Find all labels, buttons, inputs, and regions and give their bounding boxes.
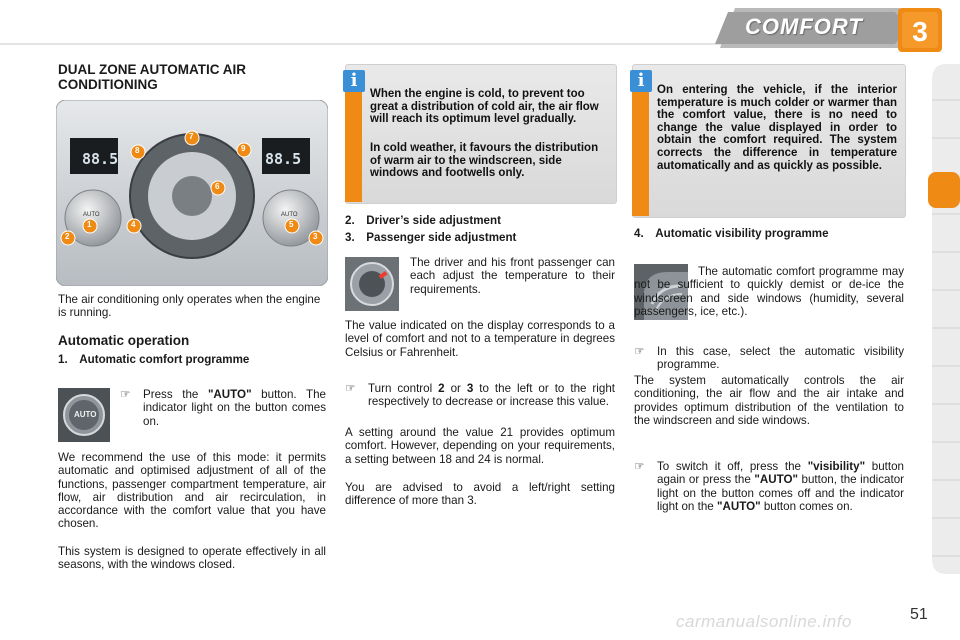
bullet-pointer-icon: ☞ — [120, 388, 131, 401]
panel-auto-right: AUTO — [281, 212, 298, 218]
callout-2: 2 — [65, 232, 70, 241]
display-left: 88.5 — [82, 150, 119, 168]
callout-1: 1 — [87, 220, 92, 229]
info-box-accent-bar — [345, 88, 362, 202]
item-3-title: 3. Passenger side adjustment — [345, 231, 517, 244]
item-1-title: 1. Automatic comfort programme — [58, 353, 250, 366]
bullet-pointer-icon: ☞ — [345, 382, 356, 395]
callout-3: 3 — [313, 232, 318, 241]
auto-button-label: AUTO — [74, 410, 97, 419]
adjust-intro: The driver and his front passenger can each adjust the temperature to their requirements. — [410, 256, 615, 296]
callout-6: 6 — [215, 182, 220, 191]
callout-9: 9 — [241, 144, 246, 153]
callout-7: 7 — [189, 132, 194, 141]
info-text-cold-engine: When the engine is cold, to prevent too great a distribution of cold air, the air flow will reach its optimum level gradually. — [370, 88, 599, 126]
display-value-paragraph: The value indicated on the display corresponds to a level of comfort and not to a temperature in degrees Celsius or Fahrenheit. — [345, 319, 615, 359]
callout-8: 8 — [135, 146, 140, 155]
temperature-knob-image — [345, 257, 399, 311]
setting-21-paragraph: A setting around the value 21 provides optimum comfort. However, depending on your requirements, a setting between 18 and 24 is normal. — [345, 426, 615, 466]
page-number: 51 — [910, 606, 928, 623]
visibility-intro: The automatic comfort programme may not be sufficient to quickly demist or de-ice the windscreen and side windows (humidity, several passengers, ice, etc.). — [634, 265, 904, 318]
chapter-title: COMFORT — [745, 14, 863, 39]
callout-4: 4 — [131, 220, 136, 229]
watermark: carmanualsonline.info — [676, 612, 852, 631]
active-chapter-tab — [928, 172, 960, 208]
system-controls-paragraph: The system automatically controls the air conditioning, the air flow and the air intake and provides optimum distribution of the ventilation to the windscreen and side windows. — [634, 374, 904, 427]
info-box-cold-engine — [345, 64, 617, 204]
item-4-title: 4. Automatic visibility programme — [634, 227, 829, 240]
bullet-select-visibility: ☞ In this case, select the automatic visibility programme. — [634, 345, 904, 372]
info-box-accent-bar — [632, 88, 649, 216]
info-text-entering-vehicle: On entering the vehicle, if the interior temperature is much colder or warmer than the comfort value, there is no need to change the value displayed in order to obtain the comfort required. The system corrects the difference in temperature automatically and as quickly as possible. — [657, 84, 897, 172]
bullet-pointer-icon: ☞ — [634, 345, 645, 358]
subsection-title: Automatic operation — [58, 333, 190, 348]
info-icon: i — [630, 70, 652, 92]
bullet-pointer-icon: ☞ — [634, 460, 645, 473]
info-text-cold-weather: In cold weather, it favours the distribution of warm air to the windscreen, side windows and footwells only. — [370, 142, 599, 180]
display-right: 88.5 — [265, 150, 302, 168]
bullet-turn-control: ☞ Turn control 2 or 3 to the left or to the right respectively to decrease or increase this value. — [345, 382, 615, 409]
panel-auto-left: AUTO — [83, 212, 100, 218]
seasons-paragraph: This system is designed to operate effectively in all seasons, with the windows closed. — [58, 545, 326, 572]
left-right-paragraph: You are advised to avoid a left/right setting difference of more than 3. — [345, 481, 615, 508]
bullet-press-auto: ☞ Press the "AUTO" button. The indicator light on the button comes on. — [120, 388, 326, 428]
bullet-switch-off: ☞ To switch it off, press the "visibility" button again or press the "AUTO" button, the indicator light on the button comes off and the indicator light on the "AUTO" button comes on. — [634, 460, 904, 513]
control-panel-illustration — [56, 100, 328, 286]
info-icon: i — [343, 70, 365, 92]
intro-text: The air conditioning only operates when the engine is running. — [58, 293, 321, 320]
item-2-title: 2. Driver’s side adjustment — [345, 214, 501, 227]
chapter-tabs — [928, 64, 960, 574]
chapter-number: 3 — [912, 16, 928, 47]
callout-5: 5 — [289, 220, 294, 229]
section-title: DUAL ZONE AUTOMATIC AIR CONDITIONING — [58, 62, 246, 92]
recommend-paragraph: We recommend the use of this mode: it permits automatic and optimised adjustment of all of the functions, passenger compartment temperature, air flow, air distribution and air recirculation, in accordance with the comfort value that you have chosen. — [58, 451, 326, 531]
